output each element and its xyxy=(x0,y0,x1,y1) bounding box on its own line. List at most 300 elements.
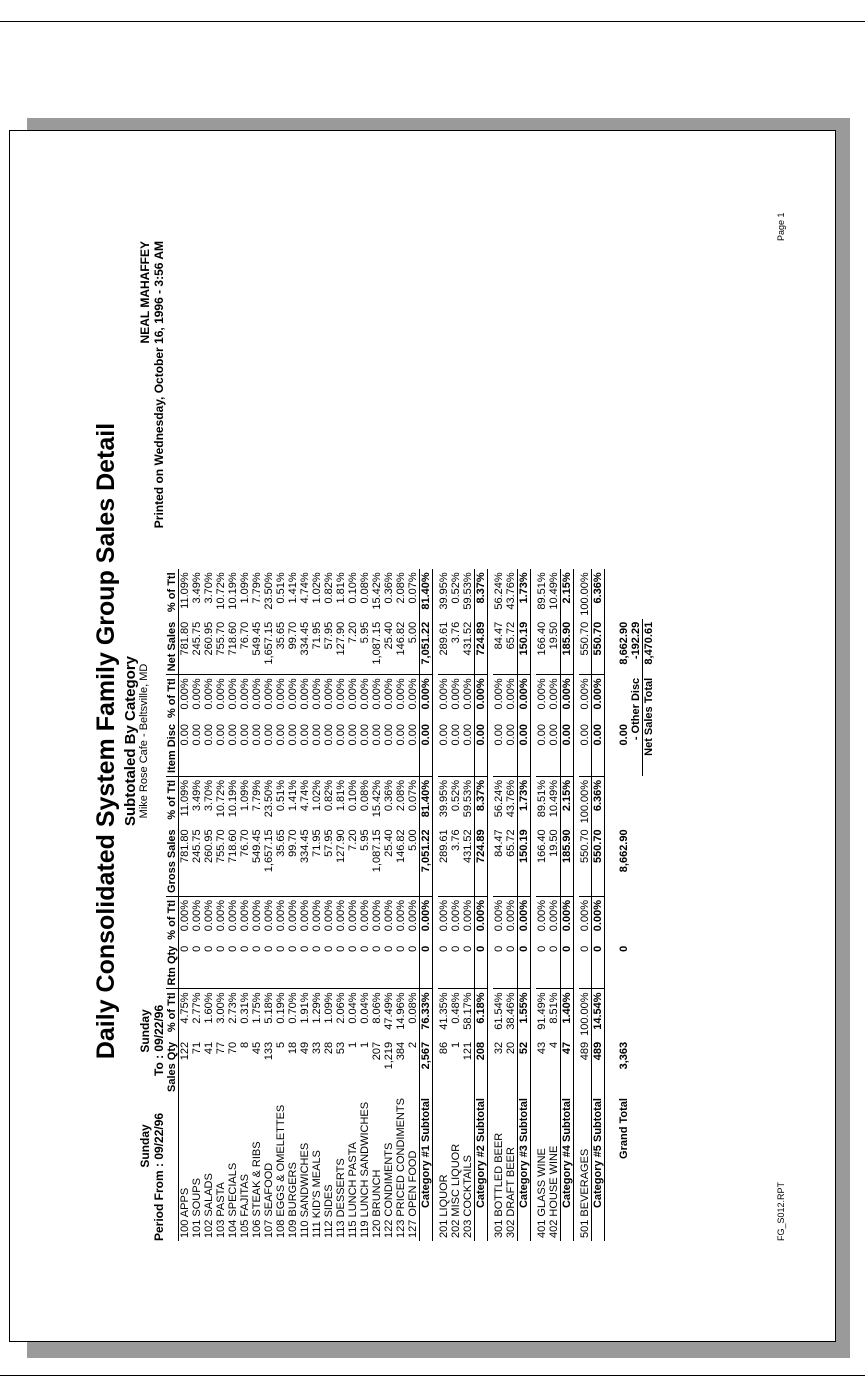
report-user: NEAL MAHAFFEY xyxy=(138,241,152,344)
table-row xyxy=(395,569,407,1241)
row-value: 1.02% xyxy=(311,572,323,604)
row-value: 0.31% xyxy=(239,992,251,1024)
row-value: 0.00% xyxy=(438,899,450,932)
empty-cell xyxy=(630,569,643,618)
subtotal-value: 724.89 xyxy=(475,826,488,896)
top-rule xyxy=(0,21,865,22)
row-value: 0.00 xyxy=(505,721,518,776)
row-value: 1.60% xyxy=(203,992,215,1024)
table-row xyxy=(335,569,347,1241)
subtotal-row xyxy=(475,569,488,1241)
grand-total-sales-qty: 3,363 xyxy=(618,1041,630,1070)
grand-total-net-sales: 8,662.90 xyxy=(618,621,630,665)
empty-cell xyxy=(643,1039,656,1095)
period-from-day: Sunday xyxy=(138,1124,152,1168)
row-value: 10.19% xyxy=(227,572,239,610)
row-value: 99.70 xyxy=(287,826,299,896)
grand-total-gross-sales: 8,662.90 xyxy=(618,829,630,873)
other-disc-value: -192.29 xyxy=(630,619,643,675)
row-value: 0 xyxy=(179,943,192,989)
row-value: 0.00% xyxy=(179,678,191,710)
grand-total-row xyxy=(610,569,630,1241)
subtotal-value: 0 xyxy=(592,943,605,989)
row-label: 301 BOTTLED BEER xyxy=(493,1132,505,1238)
row-value: 39.95% xyxy=(438,572,450,610)
row-value: 58.17% xyxy=(462,992,474,1030)
other-disc-row xyxy=(630,569,643,1241)
subtotal-value: 81.40% xyxy=(420,776,433,826)
period-to-label: To : 09/22/96 xyxy=(152,1004,166,1076)
subtotal-label: Category #1 Subtotal xyxy=(420,1095,433,1241)
subtotal-value: 150.19 xyxy=(518,619,531,675)
table-row xyxy=(275,569,287,1241)
empty-cell xyxy=(610,675,630,721)
row-value: 0.04% xyxy=(347,992,359,1024)
subtotal-value: 76.33% xyxy=(420,989,433,1039)
row-value: 0 xyxy=(251,943,263,989)
empty-cell xyxy=(643,1095,656,1241)
row-value: 0.00% xyxy=(311,899,323,932)
bottom-rule xyxy=(0,1375,865,1376)
row-value: 20 xyxy=(505,1041,517,1055)
subtotal-value: 550.70 xyxy=(592,826,605,896)
row-value: 0.10% xyxy=(347,572,359,604)
row-value: 0.00% xyxy=(450,899,462,932)
row-value: 4.74% xyxy=(299,572,311,604)
row-value: 49 xyxy=(299,1041,311,1055)
footer-page-number: Page 1 xyxy=(776,212,786,241)
row-value: 4 xyxy=(548,1041,560,1048)
row-label: 401 GLASS WINE xyxy=(536,1148,548,1238)
row-value: 0.00% xyxy=(493,899,505,932)
row-value: 0.00% xyxy=(438,678,450,710)
table-row xyxy=(450,569,462,1241)
row-value: 0 xyxy=(450,943,462,989)
row-value: 245.75 xyxy=(191,826,203,896)
row-value: 0.00 xyxy=(299,721,311,776)
report-location: Mike Rose Cafe - Beltsville, MD xyxy=(138,663,150,819)
row-value: 76.70 xyxy=(239,826,251,896)
subtotal-value: 185.90 xyxy=(561,619,574,675)
row-value: 0.00 xyxy=(251,721,263,776)
table-row xyxy=(438,569,450,1241)
row-label: 102 SALADS xyxy=(203,1173,215,1238)
row-value: 0 xyxy=(505,943,518,989)
report-sheet xyxy=(9,130,836,1342)
row-value: 0.07% xyxy=(407,572,419,604)
row-value: 35.65 xyxy=(275,619,287,675)
row-value: 0.00 xyxy=(275,721,287,776)
subtotal-label: Category #4 Subtotal xyxy=(561,1095,574,1241)
subtotal-value: 0.00% xyxy=(475,675,488,721)
row-value: 1.09% xyxy=(239,779,251,812)
table-row xyxy=(227,569,239,1241)
row-value: 4.75% xyxy=(179,992,191,1024)
row-value: 14.96% xyxy=(395,992,407,1030)
row-value: 41 xyxy=(203,1041,215,1055)
row-value: 47.49% xyxy=(383,992,395,1030)
table-row xyxy=(536,569,548,1241)
row-value: 0.00 xyxy=(215,721,227,776)
empty-cell xyxy=(610,896,630,942)
row-value: 0.00 xyxy=(179,721,192,776)
column-header: Net Sales xyxy=(166,619,179,675)
row-value: 0.10% xyxy=(347,779,359,812)
row-value: 0.36% xyxy=(383,572,395,604)
row-value: 1,219 xyxy=(383,1041,395,1070)
row-value: 0.00 xyxy=(359,721,371,776)
subtotal-value: 1.55% xyxy=(518,989,531,1039)
column-header: % of Ttl xyxy=(166,675,179,721)
row-label: 101 SOUPS xyxy=(191,1178,203,1238)
row-label: 501 BEVERAGES xyxy=(579,1148,591,1238)
row-value: 15.42% xyxy=(371,779,383,818)
row-value: 8.51% xyxy=(548,992,560,1024)
row-value: 0.00% xyxy=(505,678,517,710)
row-value: 7.79% xyxy=(251,572,263,604)
empty-cell xyxy=(610,569,630,618)
row-value: 755.70 xyxy=(215,619,227,675)
row-value: 5.00 xyxy=(407,826,420,896)
subtotal-value: 0.00% xyxy=(561,675,574,721)
row-label: 113 DESSERTS xyxy=(335,1158,347,1238)
row-value: 3.76 xyxy=(450,619,462,675)
row-value: 0.00 xyxy=(536,721,548,776)
subtotal-row xyxy=(592,569,605,1241)
row-value: 718.60 xyxy=(227,619,239,675)
row-value: 10.72% xyxy=(215,779,227,818)
row-value: 18 xyxy=(287,1041,299,1055)
table-row xyxy=(505,569,518,1241)
empty-cell xyxy=(643,776,656,826)
grand-total-item-disc: 0.00 xyxy=(618,724,630,746)
subtotal-value: 8.37% xyxy=(475,569,488,618)
row-value: 0.00 xyxy=(311,721,323,776)
row-value: 0 xyxy=(311,943,323,989)
table-row xyxy=(493,569,505,1241)
row-value: 0.00% xyxy=(191,678,203,710)
row-value: 5.18% xyxy=(263,992,275,1024)
row-value: 5 xyxy=(275,1041,287,1048)
row-value: 43.76% xyxy=(505,572,517,610)
row-value: 0.08% xyxy=(359,779,371,812)
row-value: 0 xyxy=(227,943,239,989)
empty-cell xyxy=(630,1039,643,1095)
row-value: 260.95 xyxy=(203,619,215,675)
row-value: 70 xyxy=(227,1041,239,1055)
row-value: 76.70 xyxy=(239,619,251,675)
header-row xyxy=(166,569,179,1241)
row-value: 11.09% xyxy=(179,779,191,817)
row-value: 0.00% xyxy=(311,678,323,710)
row-value: 0.00 xyxy=(395,721,407,776)
row-value: 0.00 xyxy=(347,721,359,776)
row-value: 59.53% xyxy=(462,572,474,610)
row-value: 84.47 xyxy=(493,619,505,675)
row-value: 1,657.15 xyxy=(263,826,275,896)
empty-cell xyxy=(630,943,643,989)
row-value: 0 xyxy=(493,943,505,989)
row-label: 100 APPS xyxy=(179,1187,191,1238)
row-value: 1.09% xyxy=(323,992,335,1024)
row-value: 0.00 xyxy=(335,721,347,776)
subtotal-value: 0.00 xyxy=(592,721,605,776)
row-value: 334.45 xyxy=(299,619,311,675)
row-value: 7.79% xyxy=(251,779,263,812)
row-value: 0.00% xyxy=(579,899,591,932)
footer-filename: FG_S012.RPT xyxy=(776,1181,786,1241)
report-title: Daily Consolidated System Family Group Sales Detail xyxy=(92,422,120,1060)
row-value: 41.35% xyxy=(438,992,450,1030)
row-label: 106 STEAK & RIBS xyxy=(251,1141,263,1238)
row-value: 755.70 xyxy=(215,826,227,896)
row-value: 431.52 xyxy=(462,826,475,896)
row-label: 115 LUNCH PASTA xyxy=(347,1142,359,1238)
subtotal-label: Category #5 Subtotal xyxy=(592,1095,605,1241)
table-body xyxy=(179,569,656,1241)
row-value: 0 xyxy=(215,943,227,989)
row-label: 201 LIQUOR xyxy=(438,1174,450,1238)
row-value: 1.41% xyxy=(287,572,299,604)
row-value: 127.90 xyxy=(335,619,347,675)
column-header: % of Ttl xyxy=(166,776,179,826)
row-value: 0.48% xyxy=(450,992,462,1024)
row-value: 0.00 xyxy=(450,721,462,776)
row-value: 61.54% xyxy=(493,992,505,1030)
row-value: 0.00% xyxy=(227,899,239,932)
row-value: 0.00% xyxy=(299,678,311,710)
row-value: 0.08% xyxy=(407,992,419,1024)
row-value: 10.19% xyxy=(227,779,239,818)
row-value: 0 xyxy=(395,943,407,989)
row-value: 0 xyxy=(407,943,420,989)
subtotal-value: 14.54% xyxy=(592,989,605,1039)
row-value: 550.70 xyxy=(579,619,592,675)
row-label: 123 PRICED CONDIMENTS xyxy=(395,1098,407,1238)
row-value: 0.00 xyxy=(227,721,239,776)
subtotal-value: 0.00% xyxy=(592,675,605,721)
empty-cell xyxy=(630,1095,643,1241)
row-value: 0 xyxy=(438,943,450,989)
row-value: 0.19% xyxy=(275,992,287,1024)
row-value: 65.72 xyxy=(505,619,518,675)
row-value: 0.00% xyxy=(275,678,287,710)
row-value: 121 xyxy=(462,1041,474,1061)
row-value: 0.00 xyxy=(579,721,592,776)
table-row xyxy=(287,569,299,1241)
row-label: 110 SANDWICHES xyxy=(299,1142,311,1238)
subtotal-value: 6.36% xyxy=(592,569,605,618)
table-row xyxy=(311,569,323,1241)
table-row xyxy=(203,569,215,1241)
row-value: 10.49% xyxy=(548,779,560,818)
row-value: 781.80 xyxy=(179,826,192,896)
subtotal-value: 0 xyxy=(475,943,488,989)
row-value: 0.08% xyxy=(359,572,371,604)
table-row xyxy=(215,569,227,1241)
subtotal-value: 0.00% xyxy=(561,896,574,942)
subtotal-value: 0.00% xyxy=(518,675,531,721)
row-value: 166.40 xyxy=(536,826,548,896)
row-value: 25.40 xyxy=(383,619,395,675)
row-value: 0.00% xyxy=(359,899,371,932)
row-value: 2 xyxy=(407,1041,419,1048)
row-value: 0.00% xyxy=(251,678,263,710)
row-value: 43.76% xyxy=(505,779,517,818)
row-value: 3.70% xyxy=(203,572,215,604)
row-value: 38.46% xyxy=(505,992,517,1030)
row-value: 28 xyxy=(323,1041,335,1055)
row-label: 112 SIDES xyxy=(323,1184,335,1238)
row-value: 718.60 xyxy=(227,826,239,896)
row-value: 146.82 xyxy=(395,619,407,675)
column-header: Sales Qty xyxy=(166,1039,179,1095)
row-value: 0 xyxy=(239,943,251,989)
row-value: 25.40 xyxy=(383,826,395,896)
table-row xyxy=(462,569,475,1241)
row-label: 105 FAJITAS xyxy=(239,1174,251,1238)
row-value: 0.52% xyxy=(450,572,462,604)
row-value: 0.00% xyxy=(263,899,275,932)
row-value: 0.36% xyxy=(383,779,395,812)
report-subtitle: Subtotaled By Category xyxy=(122,655,139,827)
row-value: 289.61 xyxy=(438,826,450,896)
row-value: 39.95% xyxy=(438,779,450,818)
row-value: 0 xyxy=(579,943,592,989)
row-value: 550.70 xyxy=(579,826,592,896)
row-value: 1.81% xyxy=(335,572,347,604)
row-label: 103 PASTA xyxy=(215,1182,227,1238)
row-value: 5.95 xyxy=(359,619,371,675)
row-value: 0.00% xyxy=(347,678,359,710)
subtotal-value: 0.00% xyxy=(420,675,433,721)
row-value: 1,657.15 xyxy=(263,619,275,675)
row-value: 0.00% xyxy=(505,899,517,932)
subtotal-row xyxy=(561,569,574,1241)
subtotal-value: 2.15% xyxy=(561,569,574,618)
row-value: 0.00% xyxy=(335,899,347,932)
row-label: 104 SPECIALS xyxy=(227,1162,239,1238)
empty-cell xyxy=(643,943,656,989)
row-value: 0.00 xyxy=(371,721,383,776)
row-value: 0.00% xyxy=(395,899,407,932)
row-value: 1.41% xyxy=(287,779,299,812)
row-value: 0.00% xyxy=(239,678,251,710)
empty-cell xyxy=(643,896,656,942)
row-label: 119 LUNCH SANDWICHES xyxy=(359,1101,371,1238)
row-value: 0 xyxy=(359,943,371,989)
row-label: 109 BURGERS xyxy=(287,1162,299,1238)
row-value: 59.53% xyxy=(462,779,474,818)
row-label: 203 COCKTAILS xyxy=(462,1155,474,1238)
row-value: 7.20 xyxy=(347,826,359,896)
row-value: 0.00% xyxy=(179,899,191,932)
row-value: 0.00% xyxy=(407,678,419,710)
subtotal-value: 6.36% xyxy=(592,776,605,826)
row-value: 0.00% xyxy=(383,899,395,932)
row-value: 1.81% xyxy=(335,779,347,812)
printed-timestamp: Printed on Wednesday, October 16, 1996 - 3:56 AM xyxy=(152,241,166,529)
row-value: 100.00% xyxy=(579,572,591,616)
row-value: 0.00 xyxy=(493,721,505,776)
column-header: Item Disc xyxy=(166,721,179,776)
row-value: 10.49% xyxy=(548,572,560,610)
row-value: 0.00% xyxy=(251,899,263,932)
row-value: 0 xyxy=(536,943,548,989)
row-value: 0.00 xyxy=(462,721,475,776)
row-value: 1,087.15 xyxy=(371,826,383,896)
row-value: 489 xyxy=(579,1041,591,1061)
table-row xyxy=(347,569,359,1241)
rotated-report xyxy=(80,105,840,1241)
row-value: 1 xyxy=(450,1041,462,1048)
subtotal-value: 0.00% xyxy=(420,896,433,942)
table-row xyxy=(383,569,395,1241)
column-header: % of Ttl xyxy=(166,569,179,618)
column-header: Rtn Qty xyxy=(166,943,179,989)
row-value: 56.24% xyxy=(493,572,505,610)
row-value: 57.95 xyxy=(323,619,335,675)
subtotal-value: 0.00% xyxy=(475,896,488,942)
row-value: 5.00 xyxy=(407,619,420,675)
row-value: 0.00% xyxy=(371,678,383,710)
row-value: 0 xyxy=(335,943,347,989)
row-value: 0.70% xyxy=(287,992,299,1024)
row-value: 1.29% xyxy=(311,992,323,1024)
subtotal-value: 0.00 xyxy=(420,721,433,776)
row-value: 0.00% xyxy=(335,678,347,710)
subtotal-value: 47 xyxy=(561,1039,574,1095)
row-label: 402 HOUSE WINE xyxy=(548,1145,560,1238)
subtotal-value: 0.00 xyxy=(561,721,574,776)
subtotal-value: 0 xyxy=(561,943,574,989)
row-value: 71.95 xyxy=(311,826,323,896)
row-value: 0.00% xyxy=(548,899,560,932)
row-value: 99.70 xyxy=(287,619,299,675)
row-value: 0.00% xyxy=(371,899,383,932)
row-value: 0.00% xyxy=(191,899,203,932)
row-value: 1 xyxy=(347,1041,359,1048)
row-value: 0.00 xyxy=(438,721,450,776)
empty-cell xyxy=(643,569,656,618)
row-value: 549.45 xyxy=(251,826,263,896)
subtotal-value: 489 xyxy=(592,1039,605,1095)
row-value: 260.95 xyxy=(203,826,215,896)
row-value: 0.00% xyxy=(263,678,275,710)
row-value: 11.09% xyxy=(179,572,191,609)
row-value: 0.00% xyxy=(203,678,215,710)
row-label: 111 KID'S MEALS xyxy=(311,1150,323,1238)
row-value: 0.00 xyxy=(287,721,299,776)
row-value: 0.00% xyxy=(536,678,548,710)
row-value: 19.50 xyxy=(548,826,561,896)
row-label: 120 BRUNCH xyxy=(371,1169,383,1238)
row-value: 71.95 xyxy=(311,619,323,675)
period-to-day: Sunday xyxy=(138,1009,152,1053)
row-value: 0.00% xyxy=(215,899,227,932)
row-value: 23.50% xyxy=(263,572,275,610)
subtotal-label: Category #3 Subtotal xyxy=(518,1095,531,1241)
row-value: 0 xyxy=(371,943,383,989)
subtotal-value: 0.00 xyxy=(518,721,531,776)
row-value: 0.00% xyxy=(239,899,251,932)
row-value: 0 xyxy=(203,943,215,989)
table-row xyxy=(191,569,203,1241)
row-value: 0.07% xyxy=(407,779,419,812)
row-value: 71 xyxy=(191,1041,203,1055)
subtotal-value: 1.40% xyxy=(561,989,574,1039)
subtotal-row xyxy=(420,569,433,1241)
